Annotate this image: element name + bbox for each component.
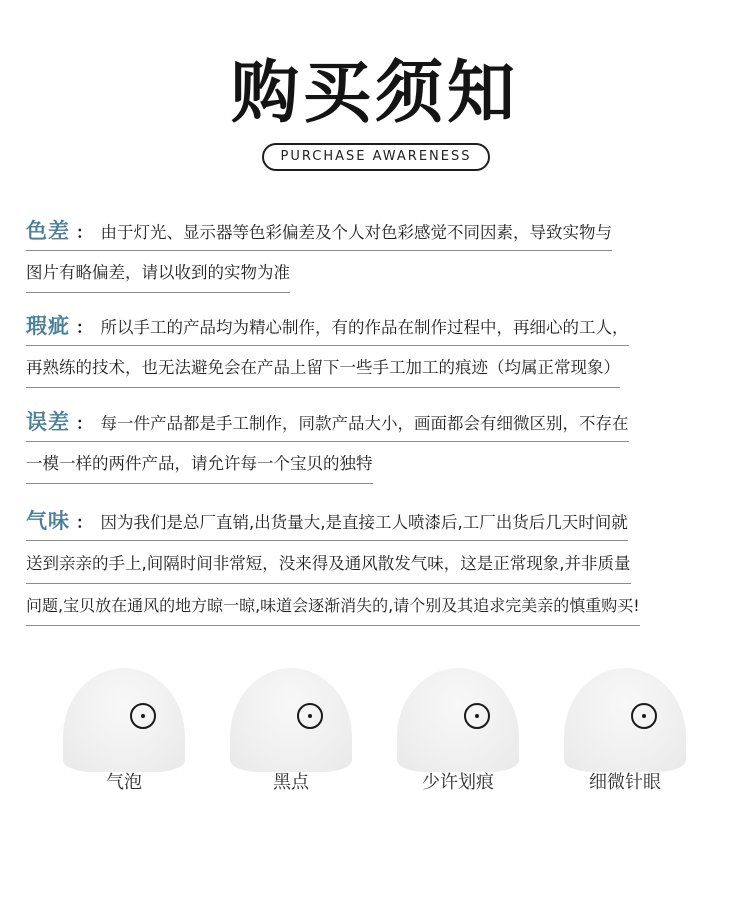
section-text: 因为我们是总厂直销,出货量大,是直接工人喷漆后,工厂出货后几天时间就 bbox=[100, 513, 628, 532]
defect-label: 气泡 bbox=[106, 772, 142, 793]
target-ring-icon bbox=[631, 703, 657, 729]
section-error-line-2: 一模一样的两件产品，请允许每一个宝贝的独特 bbox=[26, 445, 373, 484]
defect-label: 细微针眼 bbox=[589, 772, 661, 793]
page-title: 购买须知 bbox=[230, 54, 519, 133]
target-ring-icon bbox=[297, 703, 323, 729]
section-color-line-1 bbox=[26, 212, 612, 251]
defect-pinhole bbox=[560, 662, 690, 802]
section-label: 色差 bbox=[26, 219, 70, 243]
target-ring-icon bbox=[464, 703, 490, 729]
section-smell-line-1 bbox=[26, 502, 628, 541]
section-text: 每一件产品都是手工制作，同款产品大小，画面都会有细微区别，不存在 bbox=[100, 414, 629, 433]
defect-label: 黑点 bbox=[273, 772, 309, 793]
colon: ： bbox=[76, 414, 93, 433]
colon: ： bbox=[76, 223, 93, 242]
dome-shape bbox=[564, 668, 686, 772]
dome-shape bbox=[397, 668, 519, 772]
dome-shape bbox=[230, 668, 352, 772]
defect-label: 少许划痕 bbox=[422, 772, 494, 793]
section-flaw-line-1 bbox=[26, 307, 629, 346]
defect-black-spot bbox=[226, 662, 356, 802]
section-label: 气味 bbox=[26, 509, 70, 533]
section-smell-line-3: 问题,宝贝放在通风的地方晾一晾,味道会逐渐消失的,请个别及其追求完美亲的慎重购买! bbox=[26, 587, 640, 626]
section-smell-line-2: 送到亲亲的手上,间隔时间非常短，没来得及通风散发气味，这是正常现象,并非质量 bbox=[26, 545, 631, 584]
colon: ： bbox=[76, 513, 93, 532]
section-text: 由于灯光、显示器等色彩偏差及个人对色彩感觉不同因素，导致实物与 bbox=[100, 223, 612, 242]
target-ring-icon bbox=[130, 703, 156, 729]
section-label: 误差 bbox=[26, 410, 70, 434]
section-error-line-1 bbox=[26, 403, 629, 442]
defect-scratch bbox=[393, 662, 523, 802]
colon: ： bbox=[76, 318, 93, 337]
dome-shape bbox=[63, 668, 185, 772]
section-label: 瑕疵 bbox=[26, 314, 70, 338]
defect-bubble bbox=[59, 662, 189, 802]
page-subtitle: PURCHASE AWARENESS bbox=[262, 143, 490, 171]
section-text: 所以手工的产品均为精心制作，有的作品在制作过程中，再细心的工人， bbox=[100, 318, 629, 337]
section-flaw-line-2: 再熟练的技术，也无法避免会在产品上留下一些手工加工的痕迹（均属正常现象） bbox=[26, 349, 620, 388]
section-color-line-2: 图片有略偏差，请以收到的实物为准 bbox=[26, 254, 290, 293]
